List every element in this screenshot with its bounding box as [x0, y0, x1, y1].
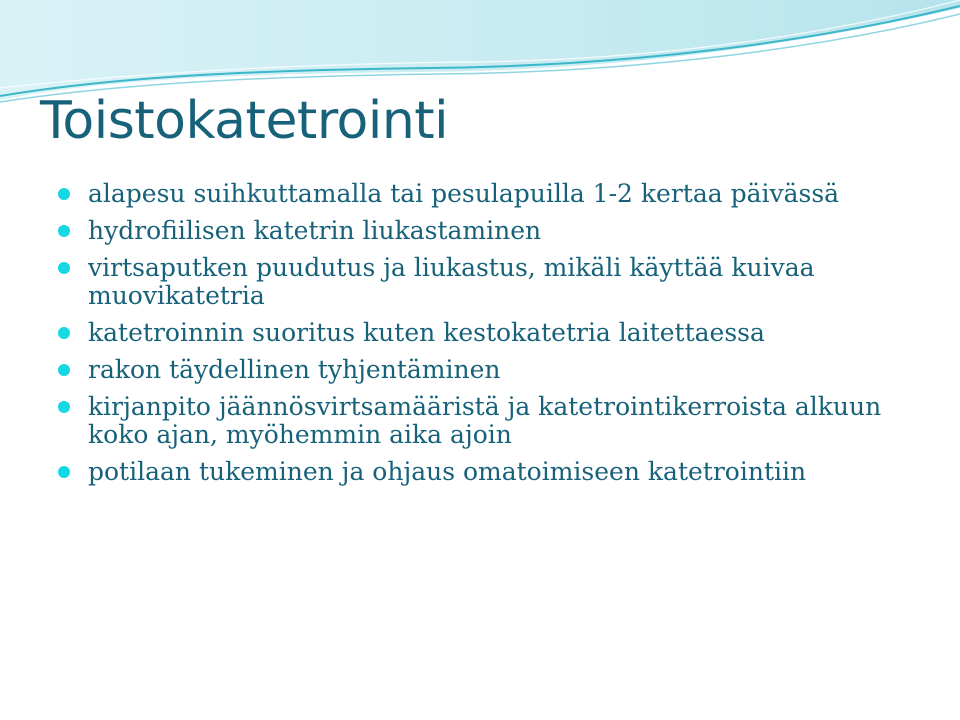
bullet-text: katetroinnin suoritus kuten kestokatetria laitettaessa — [88, 318, 765, 347]
bullet-dot-icon — [58, 188, 70, 200]
bullet-text: kirjanpito jäännösvirtsamääristä ja katetrointikerroista alkuun koko ajan, myöhemmin aika ajoin — [88, 392, 882, 449]
bullet-dot-icon — [58, 466, 70, 478]
bullet-text: hydrofiilisen katetrin liukastaminen — [88, 216, 542, 245]
bullet-list — [58, 180, 918, 495]
bullet-text: potilaan tukeminen ja ohjaus omatoimiseen katetrointiin — [88, 457, 807, 486]
bullet-item — [58, 393, 918, 449]
bullet-item — [58, 217, 918, 245]
bullet-item — [58, 319, 918, 347]
bullet-item — [58, 458, 918, 486]
bullet-dot-icon — [58, 225, 70, 237]
bullet-text: alapesu suihkuttamalla tai pesulapuilla 1-2 kertaa päivässä — [88, 179, 840, 208]
bullet-text: rakon täydellinen tyhjentäminen — [88, 355, 501, 384]
bullet-item — [58, 180, 918, 208]
slide-title: Toistokatetrointi — [40, 91, 449, 151]
bullet-dot-icon — [58, 401, 70, 413]
bullet-item — [58, 356, 918, 384]
bullet-dot-icon — [58, 364, 70, 376]
bullet-dot-icon — [58, 262, 70, 274]
bullet-text: virtsaputken puudutus ja liukastus, mikäli käyttää kuivaa muovikatetria — [88, 253, 815, 310]
bullet-item — [58, 254, 918, 310]
bullet-dot-icon — [58, 327, 70, 339]
